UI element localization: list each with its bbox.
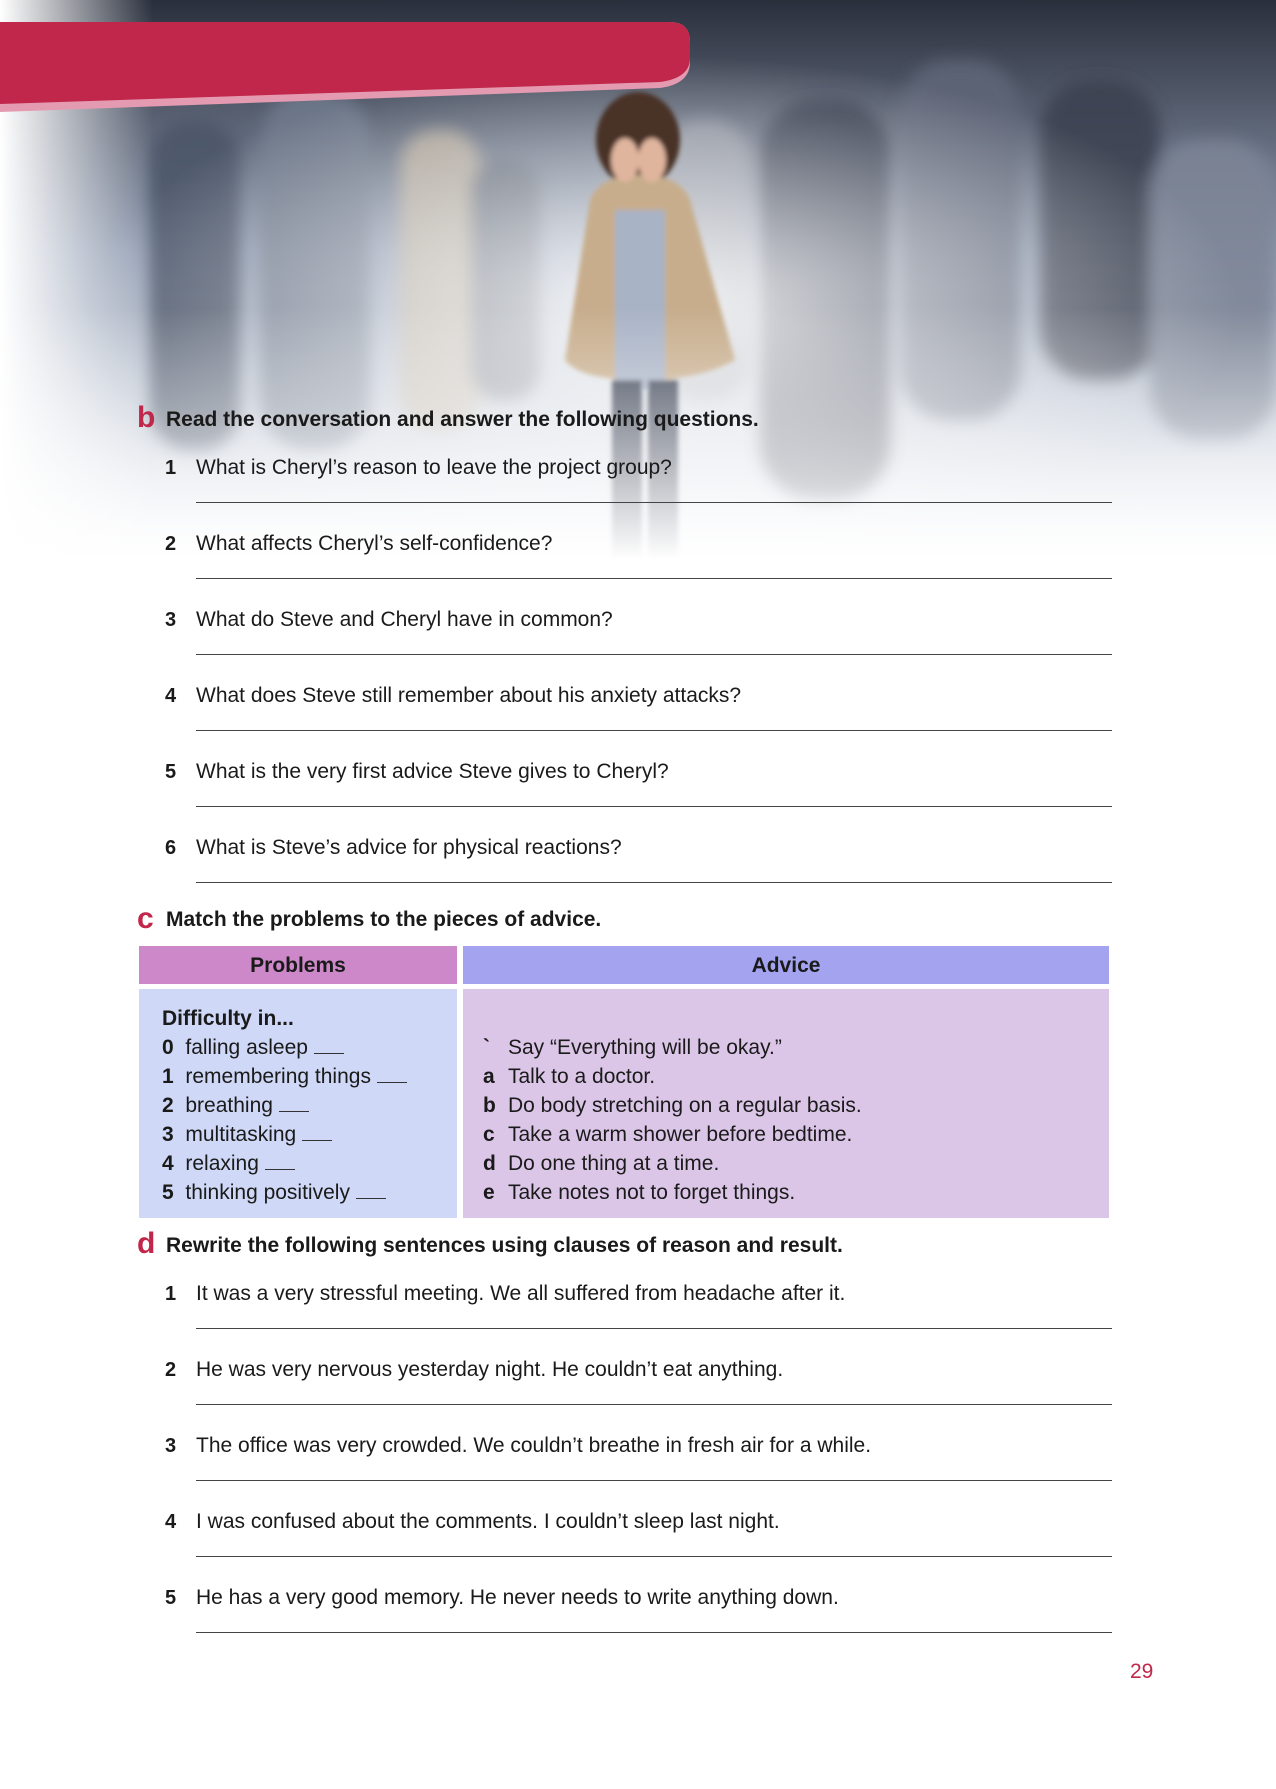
question-text: What is Steve’s advice for physical reactions? <box>196 836 622 859</box>
question-item <box>0 532 1276 592</box>
advice-text: Take notes not to forget things. <box>508 1181 796 1204</box>
problem-text: breathing <box>185 1094 273 1117</box>
advice-text: Do body stretching on a regular basis. <box>508 1094 862 1117</box>
answer-blank[interactable] <box>377 1081 407 1083</box>
advice-item <box>483 1065 655 1089</box>
problem-text: relaxing <box>185 1152 259 1175</box>
section-c-instruction: Match the problems to the pieces of advice. <box>166 908 602 931</box>
page-number: 29 <box>1130 1660 1154 1683</box>
question-text: What is Cheryl’s reason to leave the project group? <box>196 456 672 479</box>
question-item <box>0 760 1276 820</box>
advice-text: Say “Everything will be okay.” <box>508 1036 782 1059</box>
answer-blank[interactable] <box>314 1052 344 1054</box>
problem-item <box>162 1181 386 1205</box>
answer-line[interactable] <box>196 1556 1112 1557</box>
question-text: What does Steve still remember about his anxiety attacks? <box>196 684 742 707</box>
section-d-letter: d <box>137 1227 156 1260</box>
answer-line[interactable] <box>196 654 1112 655</box>
advice-text: Talk to a doctor. <box>508 1065 656 1088</box>
question-number: 5 <box>165 761 177 783</box>
problem-item <box>162 1065 407 1089</box>
problems-header: Problems <box>139 946 457 984</box>
advice-item <box>483 1094 862 1118</box>
answer-line[interactable] <box>196 1632 1112 1633</box>
sentence-number: 4 <box>165 1511 177 1533</box>
advice-key: e <box>483 1181 495 1204</box>
advice-item <box>483 1036 782 1060</box>
problem-key: 2 <box>162 1094 174 1117</box>
advice-text: Do one thing at a time. <box>508 1152 720 1175</box>
sentence-text: The office was very crowded. We couldn’t breathe in fresh air for a while. <box>196 1434 872 1457</box>
advice-key: a <box>483 1065 495 1088</box>
sentence-text: He has a very good memory. He never needs to write anything down. <box>196 1586 839 1609</box>
question-item <box>0 608 1276 668</box>
problem-text: remembering things <box>185 1065 371 1088</box>
advice-key: b <box>483 1094 496 1117</box>
answer-line[interactable] <box>196 1404 1112 1405</box>
advice-item <box>483 1123 852 1147</box>
answer-line[interactable] <box>196 1328 1112 1329</box>
sentence-item <box>0 1434 1276 1494</box>
section-c-letter: c <box>137 902 154 935</box>
problem-text: falling asleep <box>185 1036 308 1059</box>
answer-blank[interactable] <box>265 1168 295 1170</box>
answer-blank[interactable] <box>356 1197 386 1199</box>
question-number: 6 <box>165 837 177 859</box>
sentence-item <box>0 1282 1276 1342</box>
section-d-instruction: Rewrite the following sentences using clauses of reason and result. <box>166 1234 843 1257</box>
problem-key: 0 <box>162 1036 174 1059</box>
question-item <box>0 836 1276 896</box>
problem-key: 4 <box>162 1152 174 1175</box>
matching-table <box>139 946 1109 1218</box>
problem-item <box>162 1094 309 1118</box>
answer-line[interactable] <box>196 730 1112 731</box>
question-number: 4 <box>165 685 177 707</box>
problem-text: multitasking <box>185 1123 297 1146</box>
problem-key: 1 <box>162 1065 174 1088</box>
sentence-number: 3 <box>165 1435 177 1457</box>
sentence-item <box>0 1586 1276 1646</box>
answer-blank[interactable] <box>302 1139 332 1141</box>
section-b-letter: b <box>137 401 156 434</box>
sentence-item <box>0 1510 1276 1570</box>
question-number: 1 <box>165 457 177 479</box>
answer-line[interactable] <box>196 1480 1112 1481</box>
advice-header: Advice <box>463 946 1109 984</box>
sentence-number: 2 <box>165 1359 177 1381</box>
answer-line[interactable] <box>196 806 1112 807</box>
question-text: What do Steve and Cheryl have in common? <box>196 608 613 631</box>
header-band <box>0 0 700 130</box>
sentence-item <box>0 1358 1276 1418</box>
problem-key: 3 <box>162 1123 174 1146</box>
sentence-number: 5 <box>165 1587 177 1609</box>
sentence-text: He was very nervous yesterday night. He couldn’t eat anything. <box>196 1358 784 1381</box>
advice-item <box>483 1152 719 1176</box>
problems-intro: Difficulty in... <box>162 1007 294 1030</box>
question-item <box>0 456 1276 516</box>
answer-line[interactable] <box>196 578 1112 579</box>
problem-text: thinking positively <box>185 1181 350 1204</box>
question-number: 2 <box>165 533 177 555</box>
sentence-number: 1 <box>165 1283 177 1305</box>
advice-key: c <box>483 1123 495 1146</box>
advice-item <box>483 1181 795 1205</box>
section-b-instruction: Read the conversation and answer the following questions. <box>166 408 759 431</box>
advice-text: Take a warm shower before bedtime. <box>508 1123 853 1146</box>
answer-line[interactable] <box>196 882 1112 883</box>
question-item <box>0 684 1276 744</box>
problem-item <box>162 1036 344 1060</box>
advice-key: d <box>483 1152 496 1175</box>
answer-blank[interactable] <box>279 1110 309 1112</box>
sentence-text: It was a very stressful meeting. We all suffered from headache after it. <box>196 1282 846 1305</box>
sentence-text: I was confused about the comments. I couldn’t sleep last night. <box>196 1510 780 1533</box>
answer-line[interactable] <box>196 502 1112 503</box>
question-text: What affects Cheryl’s self-confidence? <box>196 532 553 555</box>
question-number: 3 <box>165 609 177 631</box>
problem-item <box>162 1152 295 1176</box>
problem-item <box>162 1123 332 1147</box>
problem-key: 5 <box>162 1181 174 1204</box>
question-text: What is the very first advice Steve gives to Cheryl? <box>196 760 669 783</box>
advice-key: ` <box>483 1036 490 1059</box>
